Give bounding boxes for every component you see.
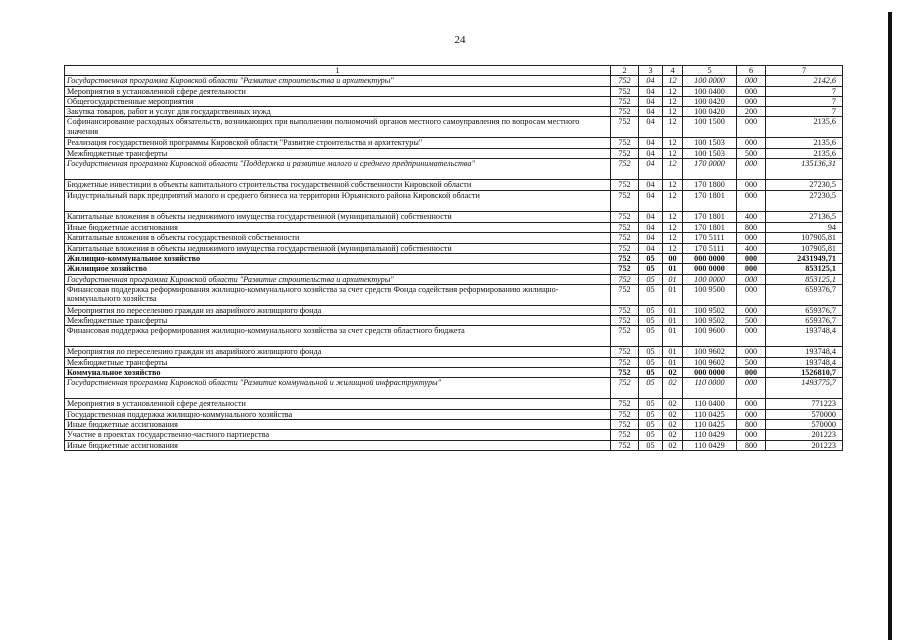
admin-code-cell: 752	[611, 284, 639, 305]
amount-cell: 2142,6	[766, 76, 843, 86]
budget-table	[64, 65, 843, 451]
subsection-code-cell: 12	[663, 233, 683, 243]
table-row	[65, 117, 843, 138]
admin-code-cell: 752	[611, 159, 639, 180]
amount-cell: 94	[766, 223, 843, 233]
amount-cell: 193748,4	[766, 347, 843, 357]
row-name-cell: Реализация государственной программы Кировской области "Развитие строительства и архитектуры"	[65, 138, 611, 148]
subsection-code-cell: 01	[663, 284, 683, 305]
row-name-cell: Межбюджетные трансферты	[65, 316, 611, 326]
expense-type-cell: 000	[737, 399, 766, 409]
section-code-cell: 04	[639, 117, 663, 138]
section-code-cell: 05	[639, 264, 663, 274]
subsection-code-cell: 01	[663, 326, 683, 347]
target-code-cell: 110 0425	[683, 409, 737, 419]
expense-type-cell: 400	[737, 243, 766, 253]
subsection-code-cell: 01	[663, 274, 683, 284]
subsection-code-cell: 01	[663, 305, 683, 315]
target-code-cell: 100 1503	[683, 148, 737, 158]
row-name-cell: Жилищно-коммунальное хозяйство	[65, 253, 611, 263]
row-name-cell: Мероприятия в установленной сфере деятельности	[65, 399, 611, 409]
header-cell: 6	[737, 66, 766, 76]
target-code-cell: 100 9502	[683, 316, 737, 326]
row-name-cell: Государственная программа Кировской области "Развитие строительства и архитектуры"	[65, 274, 611, 284]
expense-type-cell: 000	[737, 409, 766, 419]
subsection-code-cell: 02	[663, 399, 683, 409]
row-name-cell: Участие в проектах государственно-частного партнерства	[65, 430, 611, 440]
section-code-cell: 04	[639, 223, 663, 233]
table-row	[65, 159, 843, 180]
header-cell: 4	[663, 66, 683, 76]
amount-cell: 7	[766, 96, 843, 106]
target-code-cell: 170 1801	[683, 223, 737, 233]
expense-type-cell: 000	[737, 305, 766, 315]
table-row	[65, 191, 843, 212]
section-code-cell: 05	[639, 316, 663, 326]
admin-code-cell: 752	[611, 233, 639, 243]
page-number: 24	[454, 34, 466, 46]
table-row	[65, 430, 843, 440]
target-code-cell: 110 0425	[683, 419, 737, 429]
budget-table-body	[65, 66, 843, 451]
amount-cell: 570000	[766, 419, 843, 429]
subsection-code-cell: 12	[663, 191, 683, 212]
row-name-cell: Межбюджетные трансферты	[65, 148, 611, 158]
expense-type-cell: 800	[737, 419, 766, 429]
section-code-cell: 05	[639, 253, 663, 263]
admin-code-cell: 752	[611, 180, 639, 191]
table-row	[65, 148, 843, 158]
admin-code-cell: 752	[611, 76, 639, 86]
subsection-code-cell: 12	[663, 148, 683, 158]
table-row	[65, 326, 843, 347]
amount-cell: 201223	[766, 440, 843, 450]
row-name-cell: Бюджетные инвестиции в объекты капитального строительства государственной собственности Кировской области	[65, 180, 611, 191]
admin-code-cell: 752	[611, 378, 639, 399]
target-code-cell: 110 0000	[683, 378, 737, 399]
section-code-cell: 04	[639, 107, 663, 117]
amount-cell: 107905,81	[766, 243, 843, 253]
amount-cell: 7	[766, 107, 843, 117]
table-row	[65, 76, 843, 86]
amount-cell: 27136,5	[766, 212, 843, 223]
table-row	[65, 264, 843, 274]
expense-type-cell: 000	[737, 159, 766, 180]
row-name-cell: Мероприятия по переселению граждан из аварийного жилищного фонда	[65, 305, 611, 315]
section-code-cell: 04	[639, 148, 663, 158]
expense-type-cell: 000	[737, 180, 766, 191]
amount-cell: 659376,7	[766, 284, 843, 305]
target-code-cell: 170 5111	[683, 233, 737, 243]
row-name-cell: Иные бюджетные ассигнования	[65, 419, 611, 429]
subsection-code-cell: 02	[663, 368, 683, 378]
subsection-code-cell: 00	[663, 253, 683, 263]
expense-type-cell: 000	[737, 264, 766, 274]
table-row	[65, 347, 843, 357]
amount-cell: 853125,1	[766, 264, 843, 274]
table-row	[65, 316, 843, 326]
expense-type-cell: 000	[737, 378, 766, 399]
target-code-cell: 000 0000	[683, 264, 737, 274]
target-code-cell: 000 0000	[683, 253, 737, 263]
target-code-cell: 100 0000	[683, 76, 737, 86]
row-name-cell: Софинансирование расходных обязательств, возникающих при выполнении полномочий органов местного самоуправления по вопросам местного значения	[65, 117, 611, 138]
table-row	[65, 419, 843, 429]
row-name-cell: Коммунальное хозяйство	[65, 368, 611, 378]
subsection-code-cell: 12	[663, 180, 683, 191]
amount-cell: 771223	[766, 399, 843, 409]
admin-code-cell: 752	[611, 316, 639, 326]
target-code-cell: 100 0000	[683, 274, 737, 284]
table-row	[65, 107, 843, 117]
target-code-cell: 110 0400	[683, 399, 737, 409]
subsection-code-cell: 12	[663, 96, 683, 106]
expense-type-cell: 000	[737, 368, 766, 378]
target-code-cell: 110 0429	[683, 440, 737, 450]
admin-code-cell: 752	[611, 440, 639, 450]
section-code-cell: 05	[639, 430, 663, 440]
admin-code-cell: 752	[611, 148, 639, 158]
target-code-cell: 100 9602	[683, 357, 737, 367]
target-code-cell: 170 5111	[683, 243, 737, 253]
section-code-cell: 05	[639, 419, 663, 429]
row-name-cell: Межбюджетные трансферты	[65, 357, 611, 367]
expense-type-cell: 000	[737, 274, 766, 284]
expense-type-cell: 000	[737, 347, 766, 357]
section-code-cell: 05	[639, 326, 663, 347]
section-code-cell: 04	[639, 243, 663, 253]
expense-type-cell: 500	[737, 357, 766, 367]
amount-cell: 1493775,7	[766, 378, 843, 399]
amount-cell: 2135,6	[766, 138, 843, 148]
amount-cell: 193748,4	[766, 326, 843, 347]
subsection-code-cell: 12	[663, 117, 683, 138]
section-code-cell: 04	[639, 212, 663, 223]
row-name-cell: Мероприятия по переселению граждан из аварийного жилищного фонда	[65, 347, 611, 357]
admin-code-cell: 752	[611, 191, 639, 212]
admin-code-cell: 752	[611, 419, 639, 429]
expense-type-cell: 800	[737, 223, 766, 233]
row-name-cell: Иные бюджетные ассигнования	[65, 223, 611, 233]
section-code-cell: 05	[639, 284, 663, 305]
admin-code-cell: 752	[611, 399, 639, 409]
admin-code-cell: 752	[611, 86, 639, 96]
subsection-code-cell: 02	[663, 440, 683, 450]
target-code-cell: 110 0429	[683, 430, 737, 440]
admin-code-cell: 752	[611, 223, 639, 233]
target-code-cell: 100 1500	[683, 117, 737, 138]
admin-code-cell: 752	[611, 409, 639, 419]
subsection-code-cell: 12	[663, 76, 683, 86]
target-code-cell: 100 0420	[683, 96, 737, 106]
section-code-cell: 05	[639, 378, 663, 399]
row-name-cell: Иные бюджетные ассигнования	[65, 440, 611, 450]
target-code-cell: 170 0000	[683, 159, 737, 180]
expense-type-cell: 000	[737, 233, 766, 243]
row-name-cell: Капитальные вложения в объекты недвижимого имущества государственной (муниципальной) собственности	[65, 212, 611, 223]
section-code-cell: 04	[639, 191, 663, 212]
section-code-cell: 04	[639, 86, 663, 96]
admin-code-cell: 752	[611, 368, 639, 378]
expense-type-cell: 500	[737, 316, 766, 326]
section-code-cell: 04	[639, 180, 663, 191]
expense-type-cell: 000	[737, 96, 766, 106]
amount-cell: 853125,1	[766, 274, 843, 284]
table-row	[65, 96, 843, 106]
amount-cell: 107905,81	[766, 233, 843, 243]
amount-cell: 201223	[766, 430, 843, 440]
header-cell: 7	[766, 66, 843, 76]
expense-type-cell: 200	[737, 107, 766, 117]
subsection-code-cell: 12	[663, 159, 683, 180]
table-row	[65, 253, 843, 263]
admin-code-cell: 752	[611, 253, 639, 263]
admin-code-cell: 752	[611, 212, 639, 223]
target-code-cell: 100 9500	[683, 284, 737, 305]
admin-code-cell: 752	[611, 264, 639, 274]
subsection-code-cell: 02	[663, 419, 683, 429]
expense-type-cell: 000	[737, 86, 766, 96]
expense-type-cell: 400	[737, 212, 766, 223]
subsection-code-cell: 01	[663, 357, 683, 367]
target-code-cell: 170 1801	[683, 191, 737, 212]
table-row	[65, 284, 843, 305]
target-code-cell: 100 9502	[683, 305, 737, 315]
expense-type-cell: 000	[737, 117, 766, 138]
row-name-cell: Финансовая поддержка реформирования жилищно-коммунального хозяйства за счет средств Фонда содействия реформированию жилищно-коммунального хозяйства	[65, 284, 611, 305]
admin-code-cell: 752	[611, 117, 639, 138]
table-row	[65, 233, 843, 243]
row-name-cell: Мероприятия в установленной сфере деятельности	[65, 86, 611, 96]
header-cell: 2	[611, 66, 639, 76]
subsection-code-cell: 02	[663, 409, 683, 419]
expense-type-cell: 800	[737, 440, 766, 450]
table-row	[65, 243, 843, 253]
expense-type-cell: 000	[737, 430, 766, 440]
amount-cell: 2135,6	[766, 117, 843, 138]
row-name-cell: Жилищное хозяйство	[65, 264, 611, 274]
section-code-cell: 05	[639, 409, 663, 419]
amount-cell: 659376,7	[766, 316, 843, 326]
page-edge-bar	[888, 12, 892, 640]
table-row	[65, 357, 843, 367]
amount-cell: 2135,6	[766, 148, 843, 158]
section-code-cell: 05	[639, 440, 663, 450]
admin-code-cell: 752	[611, 347, 639, 357]
subsection-code-cell: 12	[663, 107, 683, 117]
admin-code-cell: 752	[611, 357, 639, 367]
target-code-cell: 100 1503	[683, 138, 737, 148]
row-name-cell: Закупка товаров, работ и услуг для государственных нужд	[65, 107, 611, 117]
subsection-code-cell: 02	[663, 378, 683, 399]
section-code-cell: 05	[639, 357, 663, 367]
section-code-cell: 05	[639, 399, 663, 409]
admin-code-cell: 752	[611, 274, 639, 284]
section-code-cell: 05	[639, 274, 663, 284]
header-cell: 1	[65, 66, 611, 76]
row-name-cell: Индустриальный парк предприятий малого и среднего бизнеса на территории Юрьянского района Кировской области	[65, 191, 611, 212]
target-code-cell: 170 1800	[683, 180, 737, 191]
table-row	[65, 138, 843, 148]
expense-type-cell: 000	[737, 76, 766, 86]
amount-cell: 27230,5	[766, 191, 843, 212]
table-row	[65, 368, 843, 378]
row-name-cell: Государственная программа Кировской области "Поддержка и развитие малого и среднего предпринимательства"	[65, 159, 611, 180]
table-row	[65, 305, 843, 315]
target-code-cell: 170 1801	[683, 212, 737, 223]
expense-type-cell: 000	[737, 253, 766, 263]
table-row	[65, 180, 843, 191]
admin-code-cell: 752	[611, 107, 639, 117]
table-row	[65, 86, 843, 96]
subsection-code-cell: 02	[663, 430, 683, 440]
row-name-cell: Капитальные вложения в объекты государственной собственности	[65, 233, 611, 243]
table-row	[65, 212, 843, 223]
subsection-code-cell: 12	[663, 223, 683, 233]
section-code-cell: 04	[639, 96, 663, 106]
row-name-cell: Государственная программа Кировской области "Развитие коммунальной и жилищной инфраструктуры"	[65, 378, 611, 399]
table-row	[65, 440, 843, 450]
amount-cell: 659376,7	[766, 305, 843, 315]
table-row	[65, 378, 843, 399]
row-name-cell: Государственная поддержка жилищно-коммунального хозяйства	[65, 409, 611, 419]
section-code-cell: 04	[639, 233, 663, 243]
row-name-cell: Государственная программа Кировской области "Развитие строительства и архитектуры"	[65, 76, 611, 86]
subsection-code-cell: 01	[663, 316, 683, 326]
subsection-code-cell: 12	[663, 243, 683, 253]
table-header-row	[65, 66, 843, 76]
expense-type-cell: 000	[737, 191, 766, 212]
header-cell: 3	[639, 66, 663, 76]
admin-code-cell: 752	[611, 326, 639, 347]
target-code-cell: 000 0000	[683, 368, 737, 378]
row-name-cell: Финансовая поддержка реформирования жилищно-коммунального хозяйства за счет средств областного бюджета	[65, 326, 611, 347]
subsection-code-cell: 01	[663, 347, 683, 357]
amount-cell: 1526810,7	[766, 368, 843, 378]
section-code-cell: 04	[639, 76, 663, 86]
admin-code-cell: 752	[611, 430, 639, 440]
subsection-code-cell: 12	[663, 212, 683, 223]
amount-cell: 135136,31	[766, 159, 843, 180]
admin-code-cell: 752	[611, 96, 639, 106]
expense-type-cell: 000	[737, 326, 766, 347]
section-code-cell: 04	[639, 159, 663, 180]
row-name-cell: Общегосударственные мероприятия	[65, 96, 611, 106]
subsection-code-cell: 01	[663, 264, 683, 274]
section-code-cell: 05	[639, 347, 663, 357]
expense-type-cell: 000	[737, 138, 766, 148]
amount-cell: 27230,5	[766, 180, 843, 191]
amount-cell: 7	[766, 86, 843, 96]
amount-cell: 570000	[766, 409, 843, 419]
expense-type-cell: 000	[737, 284, 766, 305]
table-row	[65, 274, 843, 284]
target-code-cell: 100 9602	[683, 347, 737, 357]
section-code-cell: 05	[639, 305, 663, 315]
target-code-cell: 100 0400	[683, 86, 737, 96]
expense-type-cell: 500	[737, 148, 766, 158]
row-name-cell: Капитальные вложения в объекты недвижимого имущества государственной (муниципальной) собственности	[65, 243, 611, 253]
admin-code-cell: 752	[611, 243, 639, 253]
admin-code-cell: 752	[611, 138, 639, 148]
section-code-cell: 05	[639, 368, 663, 378]
amount-cell: 2431949,71	[766, 253, 843, 263]
subsection-code-cell: 12	[663, 86, 683, 96]
header-cell: 5	[683, 66, 737, 76]
target-code-cell: 100 0420	[683, 107, 737, 117]
table-row	[65, 409, 843, 419]
table-row	[65, 399, 843, 409]
subsection-code-cell: 12	[663, 138, 683, 148]
admin-code-cell: 752	[611, 305, 639, 315]
section-code-cell: 04	[639, 138, 663, 148]
table-row	[65, 223, 843, 233]
target-code-cell: 100 9600	[683, 326, 737, 347]
amount-cell: 193748,4	[766, 357, 843, 367]
